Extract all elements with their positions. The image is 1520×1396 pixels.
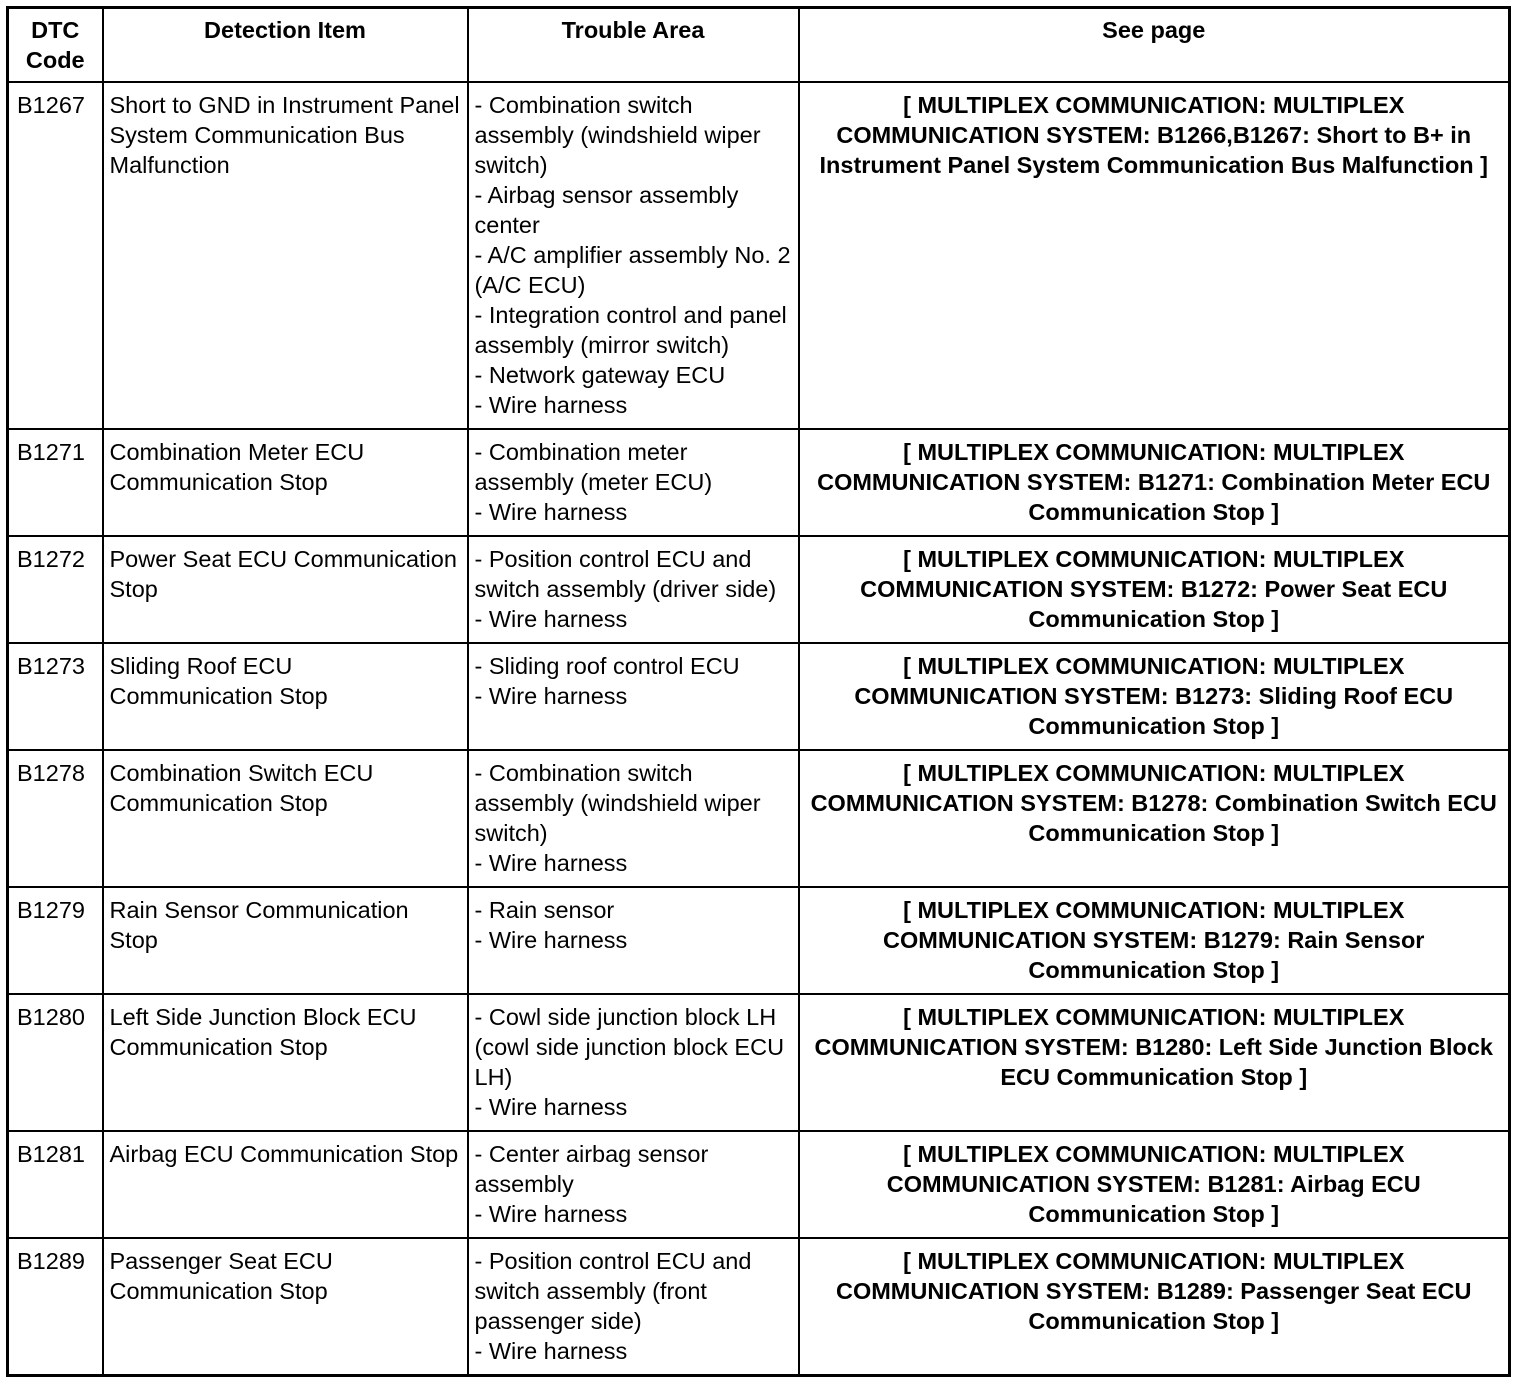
trouble-area-line: - Wire harness xyxy=(474,927,628,953)
detection-item-cell: Rain Sensor Communication Stop xyxy=(103,887,468,994)
dtc-code-cell: B1280 xyxy=(8,994,103,1131)
trouble-area-line: - Wire harness xyxy=(474,1094,628,1120)
see-page-link[interactable]: [ MULTIPLEX COMMUNICATION: MULTIPLEX COMMUNICATION SYSTEM: B1278: Combination Switch ECU Communication Stop ] xyxy=(799,750,1510,887)
table-row xyxy=(8,643,1510,750)
trouble-area-line: - Position control ECU and switch assembly (driver side) xyxy=(474,546,777,602)
detection-item-cell: Airbag ECU Communication Stop xyxy=(103,1131,468,1238)
see-page-link[interactable]: [ MULTIPLEX COMMUNICATION: MULTIPLEX COMMUNICATION SYSTEM: B1273: Sliding Roof ECU Communication Stop ] xyxy=(799,643,1510,750)
detection-item-cell: Left Side Junction Block ECU Communication Stop xyxy=(103,994,468,1131)
table-row xyxy=(8,1238,1510,1376)
see-page-link[interactable]: [ MULTIPLEX COMMUNICATION: MULTIPLEX COMMUNICATION SYSTEM: B1280: Left Side Junction Block ECU Communication Stop ] xyxy=(799,994,1510,1131)
detection-item-cell: Short to GND in Instrument Panel System Communication Bus Malfunction xyxy=(103,82,468,429)
see-page-link[interactable]: [ MULTIPLEX COMMUNICATION: MULTIPLEX COMMUNICATION SYSTEM: B1281: Airbag ECU Communication Stop ] xyxy=(799,1131,1510,1238)
dtc-code-cell: B1271 xyxy=(8,429,103,536)
trouble-area-line: - Sliding roof control ECU xyxy=(474,653,740,679)
table-body xyxy=(8,82,1510,1376)
trouble-area-line: - Network gateway ECU xyxy=(474,362,726,388)
trouble-area-cell xyxy=(468,750,799,887)
dtc-code-cell: B1289 xyxy=(8,1238,103,1376)
detection-item-cell: Combination Switch ECU Communication Stop xyxy=(103,750,468,887)
trouble-area-line: - Wire harness xyxy=(474,683,628,709)
trouble-area-cell xyxy=(468,536,799,643)
see-page-link[interactable]: [ MULTIPLEX COMMUNICATION: MULTIPLEX COMMUNICATION SYSTEM: B1279: Rain Sensor Communication Stop ] xyxy=(799,887,1510,994)
table-row xyxy=(8,1131,1510,1238)
table-row xyxy=(8,429,1510,536)
trouble-area-line: - Position control ECU and switch assembly (front passenger side) xyxy=(474,1248,752,1334)
table-row xyxy=(8,994,1510,1131)
header-see-page: See page xyxy=(799,8,1510,83)
trouble-area-line: - A/C amplifier assembly No. 2 (A/C ECU) xyxy=(474,242,791,298)
see-page-link[interactable]: [ MULTIPLEX COMMUNICATION: MULTIPLEX COMMUNICATION SYSTEM: B1271: Combination Meter ECU Communication Stop ] xyxy=(799,429,1510,536)
trouble-area-cell xyxy=(468,1238,799,1376)
detection-item-cell: Combination Meter ECU Communication Stop xyxy=(103,429,468,536)
see-page-link[interactable]: [ MULTIPLEX COMMUNICATION: MULTIPLEX COMMUNICATION SYSTEM: B1289: Passenger Seat ECU Communication Stop ] xyxy=(799,1238,1510,1376)
trouble-area-cell xyxy=(468,887,799,994)
header-detection-item: Detection Item xyxy=(103,8,468,83)
dtc-code-cell: B1279 xyxy=(8,887,103,994)
trouble-area-cell xyxy=(468,643,799,750)
trouble-area-cell xyxy=(468,1131,799,1238)
trouble-area-cell xyxy=(468,82,799,429)
table-row xyxy=(8,82,1510,429)
trouble-area-line: - Integration control and panel assembly (mirror switch) xyxy=(474,302,787,358)
table-row xyxy=(8,750,1510,887)
table-row xyxy=(8,536,1510,643)
trouble-area-line: - Cowl side junction block LH (cowl side junction block ECU LH) xyxy=(474,1004,785,1090)
see-page-link[interactable]: [ MULTIPLEX COMMUNICATION: MULTIPLEX COMMUNICATION SYSTEM: B1272: Power Seat ECU Communication Stop ] xyxy=(799,536,1510,643)
trouble-area-cell xyxy=(468,994,799,1131)
dtc-code-cell: B1272 xyxy=(8,536,103,643)
trouble-area-line: - Wire harness xyxy=(474,1201,628,1227)
trouble-area-line: - Rain sensor xyxy=(474,897,615,923)
trouble-area-line: - Wire harness xyxy=(474,499,628,525)
see-page-link[interactable]: [ MULTIPLEX COMMUNICATION: MULTIPLEX COMMUNICATION SYSTEM: B1266,B1267: Short to B+ in Instrument Panel System Communication Bus Malfunction ] xyxy=(799,82,1510,429)
trouble-area-line: - Combination switch assembly (windshield wiper switch) xyxy=(474,92,761,178)
trouble-area-line: - Wire harness xyxy=(474,1338,628,1364)
header-trouble-area: Trouble Area xyxy=(468,8,799,83)
detection-item-cell: Sliding Roof ECU Communication Stop xyxy=(103,643,468,750)
trouble-area-line: - Wire harness xyxy=(474,606,628,632)
dtc-code-cell: B1281 xyxy=(8,1131,103,1238)
dtc-code-cell: B1273 xyxy=(8,643,103,750)
table-row xyxy=(8,887,1510,994)
trouble-area-line: - Wire harness xyxy=(474,392,628,418)
header-dtc-code: DTC Code xyxy=(8,8,103,83)
trouble-area-cell xyxy=(468,429,799,536)
dtc-code-cell: B1267 xyxy=(8,82,103,429)
dtc-table xyxy=(6,6,1511,1377)
header-row xyxy=(8,8,1510,83)
table-header xyxy=(8,8,1510,83)
detection-item-cell: Passenger Seat ECU Communication Stop xyxy=(103,1238,468,1376)
trouble-area-line: - Combination meter assembly (meter ECU) xyxy=(474,439,713,495)
trouble-area-line: - Wire harness xyxy=(474,850,628,876)
trouble-area-line: - Center airbag sensor assembly xyxy=(474,1141,709,1197)
trouble-area-line: - Combination switch assembly (windshield wiper switch) xyxy=(474,760,761,846)
trouble-area-line: - Airbag sensor assembly center xyxy=(474,182,739,238)
dtc-code-cell: B1278 xyxy=(8,750,103,887)
detection-item-cell: Power Seat ECU Communication Stop xyxy=(103,536,468,643)
